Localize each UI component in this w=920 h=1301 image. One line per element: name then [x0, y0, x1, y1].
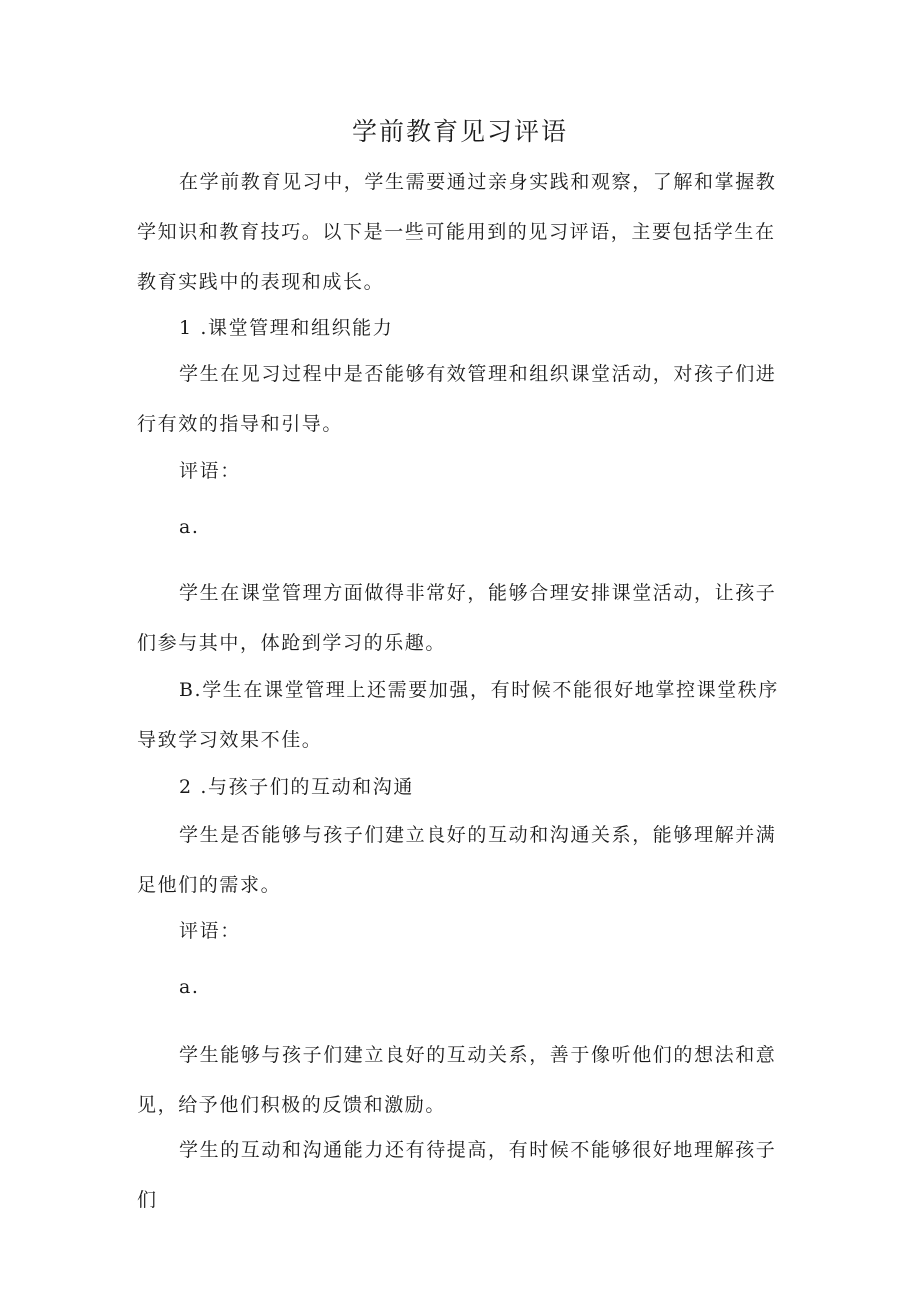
- section-2-comment-label: 评语：: [179, 920, 241, 942]
- section-2-item-a-text: 学生能够与孩子们建立良好的互动关系，善于像听他们的想法和意见，给予他们积极的反馈和激励。: [137, 1044, 777, 1116]
- section-1-description: 学生在见习过程中是否能够有效管理和组织课堂活动，对孩子们进行有效的指导和引导。: [137, 363, 777, 435]
- section-1-heading: 1 .课堂管理和组织能力: [179, 317, 394, 339]
- section-2-item-b-text: 学生的互动和沟通能力还有待提高，有时候不能够很好地理解孩子们: [137, 1139, 777, 1211]
- section-2-heading: 2 .与孩子们的互动和沟通: [179, 776, 414, 798]
- document-title: 学前教育见习评语: [351, 117, 568, 146]
- intro-paragraph: 在学前教育见习中，学生需要通过亲身实践和观察，了解和掌握教学知识和教育技巧。以下是一些可能用到的见习评语，主要包括学生在教育实践中的表现和成长。: [137, 171, 777, 293]
- section-1-item-a-marker: a.: [179, 516, 200, 538]
- section-2-item-a-marker: a.: [179, 976, 200, 998]
- section-2-description: 学生是否能够与孩子们建立良好的互动和沟通关系，能够理解并满足他们的需求。: [137, 824, 777, 896]
- section-1-comment-label: 评语：: [179, 460, 241, 482]
- section-1-item-a-text: 学生在课堂管理方面做得非常好，能够合理安排课堂活动，让孩子们参与其中，体跄到学习的乐趣。: [137, 582, 777, 654]
- section-1-item-b-text: B.学生在课堂管理上还需要加强，有时候不能很好地掌控课堂秩序导致学习效果不佳。: [137, 679, 780, 751]
